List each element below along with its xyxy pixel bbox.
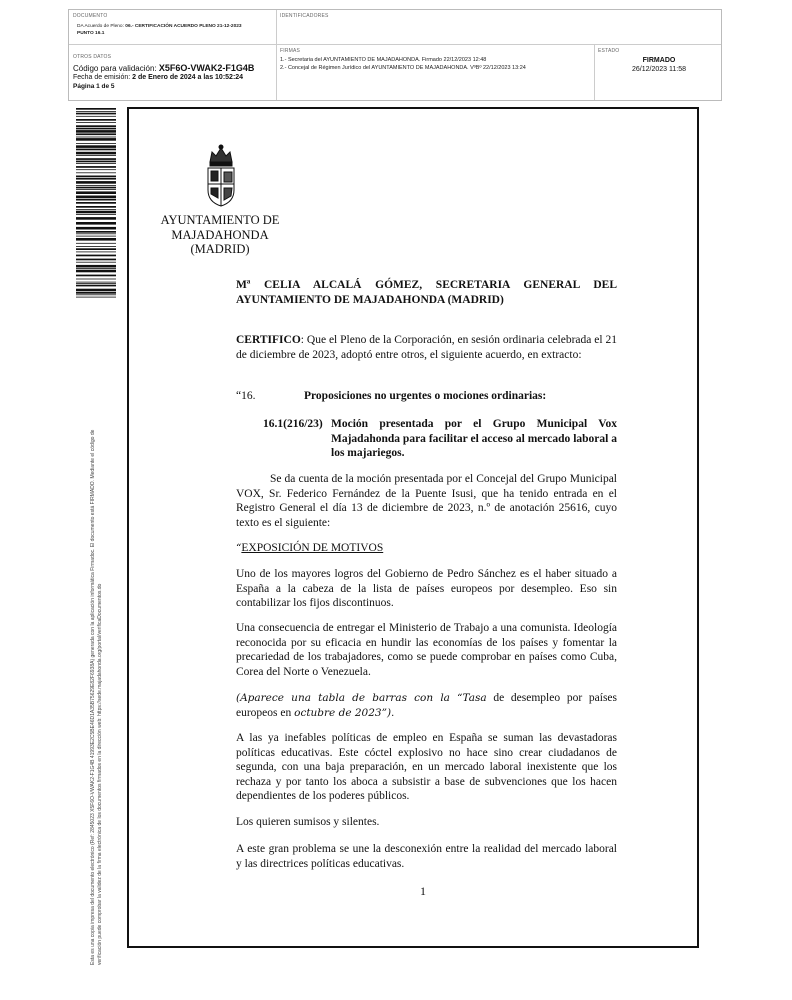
paragraph-1: Uno de los mayores logros del Gobierno de Pedro Sánchez es el haber situado a España a la cabeza de la lista de países europeos por desempleo. Eso sin contabilizar los fijos discontinuos. — [236, 568, 617, 609]
codigo-validacion: Código para validación: X5F6O-VWAK2-F1G4B — [73, 63, 255, 73]
paragraph-6: A este gran problema se une la desconexión entre la realidad del mercado laboral y las directrices políticas educativas. — [236, 843, 617, 870]
section-heading — [236, 389, 617, 404]
letterhead-line-2: MAJADAHONDA — [171, 227, 269, 242]
documento-label: DOCUMENTO — [73, 13, 108, 19]
firma-1: 1.- Secretaria del AYUNTAMIENTO DE MAJADAHONDA. Firmado 22/12/2023 12:48 — [280, 57, 487, 63]
estado-date: 26/12/2023 11:58 — [632, 66, 686, 73]
item-number: 16.1(216/23) — [263, 418, 323, 430]
paragraph-3: (Aparece una tabla de barras con la “Tasa de desempleo por países europeos en octubre de 2023”). — [236, 692, 618, 719]
item-heading — [263, 417, 617, 461]
page-number: 1 — [420, 884, 426, 898]
paragraph-5: Los quieren sumisos y silentes. — [236, 816, 380, 828]
coat-of-arms-icon — [202, 140, 240, 210]
intro-paragraph: Se da cuenta de la moción presentada por el Concejal del Grupo Municipal VOX, Sr. Federico Fernández de la Puente Isusi, que ha tenido entrada en el Registro General el día 13 de diciembre de 2023, n.º de anotación 25616, cuyo texto es el siguiente: — [236, 473, 617, 529]
document-header — [68, 9, 722, 101]
document-title: Mª CELIA ALCALÁ GÓMEZ, SECRETARIA GENERAL DEL AYUNTAMIENTO DE MAJADAHONDA (MADRID) — [236, 279, 617, 306]
letterhead-line-3: (MADRID) — [190, 242, 250, 256]
letterhead-line-1: AYUNTAMIENTO DE — [160, 213, 280, 227]
section-number: “16. — [236, 390, 256, 402]
firmas-label: FIRMAS — [280, 48, 301, 54]
certifico-paragraph — [236, 333, 617, 362]
verification-sidebar — [90, 305, 104, 965]
barcode-image — [76, 108, 116, 298]
exposicion-heading — [236, 541, 617, 556]
certifico-text: : Que el Pleno de la Corporación, en sesión ordinaria celebrada el 21 de diciembre de 2023, adoptó entre otros, el siguiente acuerdo, en extracto: — [236, 334, 617, 361]
verification-line-2: verificación puede comprobar la validez de la firma electrónica de los documentos firmados en la dirección web: https://sede.majadahonda.org/portal/verificaDocumentos.do — [97, 583, 103, 965]
exposicion-quote: “ — [236, 542, 242, 554]
paragraph-2: Una consecuencia de entregar el Ministerio de Trabajo a una comunista. Ideología reconocida por su eficacia en hundir las economías de los países y fomentar la precariedad de los trabajadores, como se puede comprobar en países como Cuba, Corea del Norte o Venezuela. — [236, 622, 617, 678]
letterhead — [150, 213, 290, 257]
identificadores-label: IDENTIFICADORES — [280, 13, 329, 19]
documento-punto: PUNTO 16.1 — [77, 31, 105, 36]
estado-label: ESTADO — [598, 48, 620, 54]
paragraph-4: A las ya inefables políticas de empleo en España se suman las devastadoras políticas educativas. Este cóctel explosivo no hace sino crear ciudadanos de segunda, con una baja preparación, en un mercado laboral inexistente que los rechaza y por tanto los aboca a subsistir a base de subvenciones que los hacen dependientes de los poderes públicos. — [236, 732, 617, 802]
otros-datos-label: OTROS DATOS — [73, 54, 112, 60]
firma-2: 2.- Concejal de Régimen Jurídico del AYUNTAMIENTO DE MAJADAHONDA. VºBº 22/12/2023 13:24 — [280, 65, 526, 71]
item-title: Moción presentada por el Grupo Municipal Vox Majadahonda para facilitar el acceso al mercado laboral a los majariegos. — [331, 418, 617, 459]
estado-value: FIRMADO — [642, 57, 676, 64]
verification-line-1: Esta es una copia impresa del documento electrónico (Ref: 2845023 X5F6O-VWAK2-F1G4B 41993E2C5BE46D1A35B75629E82F6938A) generada con la aplicación informática Firmadoc. El documento está FIRMADO. Mediante el código de — [90, 429, 96, 965]
fecha-emision: Fecha de emisión: 2 de Enero de 2024 a las 10:52:24 — [73, 74, 244, 81]
section-title: Proposiciones no urgentes o mociones ordinarias: — [304, 390, 547, 402]
exposicion-title: EXPOSICIÓN DE MOTIVOS — [241, 542, 384, 554]
documento-value: DA Acuerdo de Pleno: 06.- CERTIFICACIÓN ACUERDO PLENO 21-12-2023 — [77, 24, 242, 29]
pagina-indicator: Página 1 de 5 — [73, 83, 115, 90]
certifico-label: CERTIFICO — [236, 334, 301, 346]
